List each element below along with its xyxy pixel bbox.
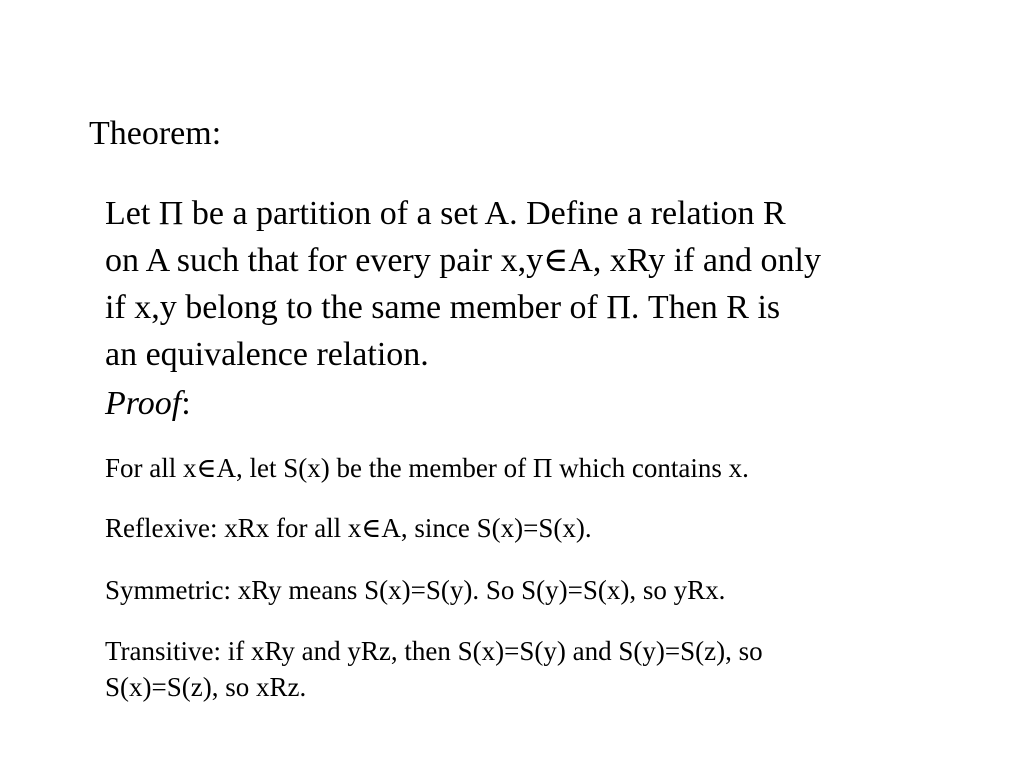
proof-step-reflexive [105, 510, 985, 546]
theorem-statement [105, 190, 975, 378]
statement-line: Let Π be a partition of a set A. Define a relation R [105, 195, 786, 232]
theorem-heading: Theorem: [89, 115, 222, 152]
proof-label-colon: : [181, 385, 191, 422]
statement-line: an equivalence relation. [105, 336, 429, 373]
proof-step-setup [105, 450, 985, 486]
proof-label [105, 380, 191, 427]
proof-label-text: Proof [105, 385, 182, 422]
statement-line: if x,y belong to the same member of Π. Then R is [105, 289, 781, 326]
proof-step-line: Reflexive: xRx for all x∈A, since S(x)=S(x). [105, 513, 592, 543]
proof-step-transitive [105, 633, 985, 705]
proof-step-line: For all x∈A, let S(x) be the member of Π which contains x. [105, 453, 749, 483]
proof-step-line: Symmetric: xRy means S(x)=S(y). So S(y)=S(x), so yRx. [105, 575, 726, 605]
statement-line: on A such that for every pair x,y∈A, xRy if and only [105, 242, 821, 279]
proof-step-symmetric [105, 572, 985, 608]
proof-step-line: S(x)=S(z), so xRz. [105, 672, 307, 702]
proof-step-line: Transitive: if xRy and yRz, then S(x)=S(y) and S(y)=S(z), so [105, 636, 763, 666]
